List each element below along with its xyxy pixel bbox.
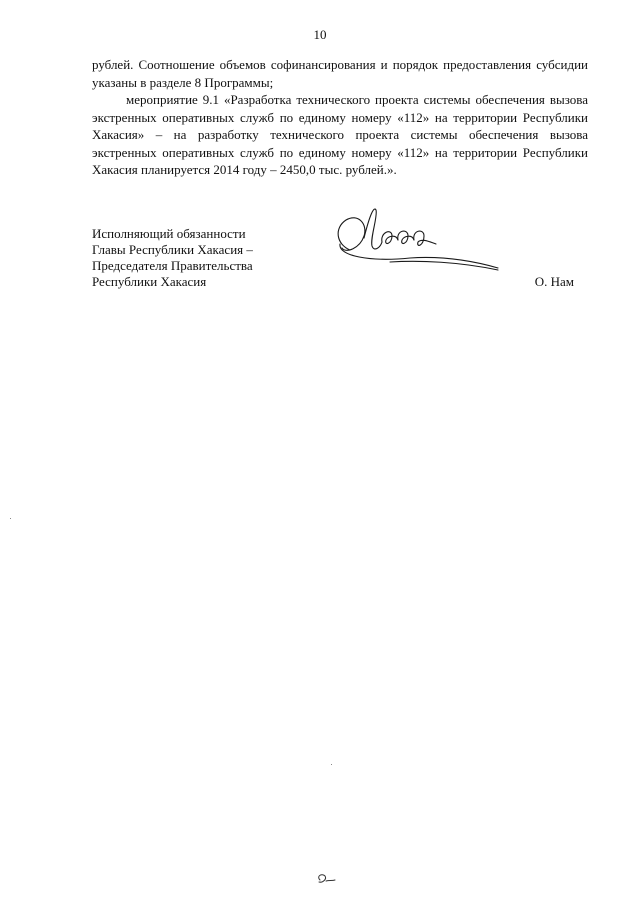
document-body <box>92 56 588 179</box>
signer-title-line: Исполняющий обязанности <box>92 226 246 241</box>
scan-speck <box>10 518 11 519</box>
signature-block <box>92 226 588 296</box>
signer-title-line: Председателя Правительства <box>92 258 253 273</box>
scan-speck <box>331 764 332 765</box>
page-number: 10 <box>313 27 327 42</box>
signer-title-line: Республики Хакасия <box>92 274 207 289</box>
signer-name: О. Нам <box>534 274 574 289</box>
paragraph-measure-9-1: мероприятие 9.1 «Разработка технического проекта системы обеспечения вызова экстренных оперативных служб по единому номеру «112» на территории Республики Хакасия» – на разработку технического проекта системы обеспечения вызова экстренных оперативных служб по единому номеру «112» на территории Республики Хакасия планируется 2014 году – 2450,0 тыс. рублей.». <box>92 92 588 177</box>
signer-title <box>92 226 312 290</box>
paragraph-continuation: рублей. Соотношение объемов софинансирования и порядок предоставления субсидии указаны в разделе 8 Программы; <box>92 57 588 90</box>
handwritten-signature <box>330 204 500 276</box>
handwritten-mark <box>314 872 338 886</box>
signer-title-line: Главы Республики Хакасия – <box>92 242 253 257</box>
